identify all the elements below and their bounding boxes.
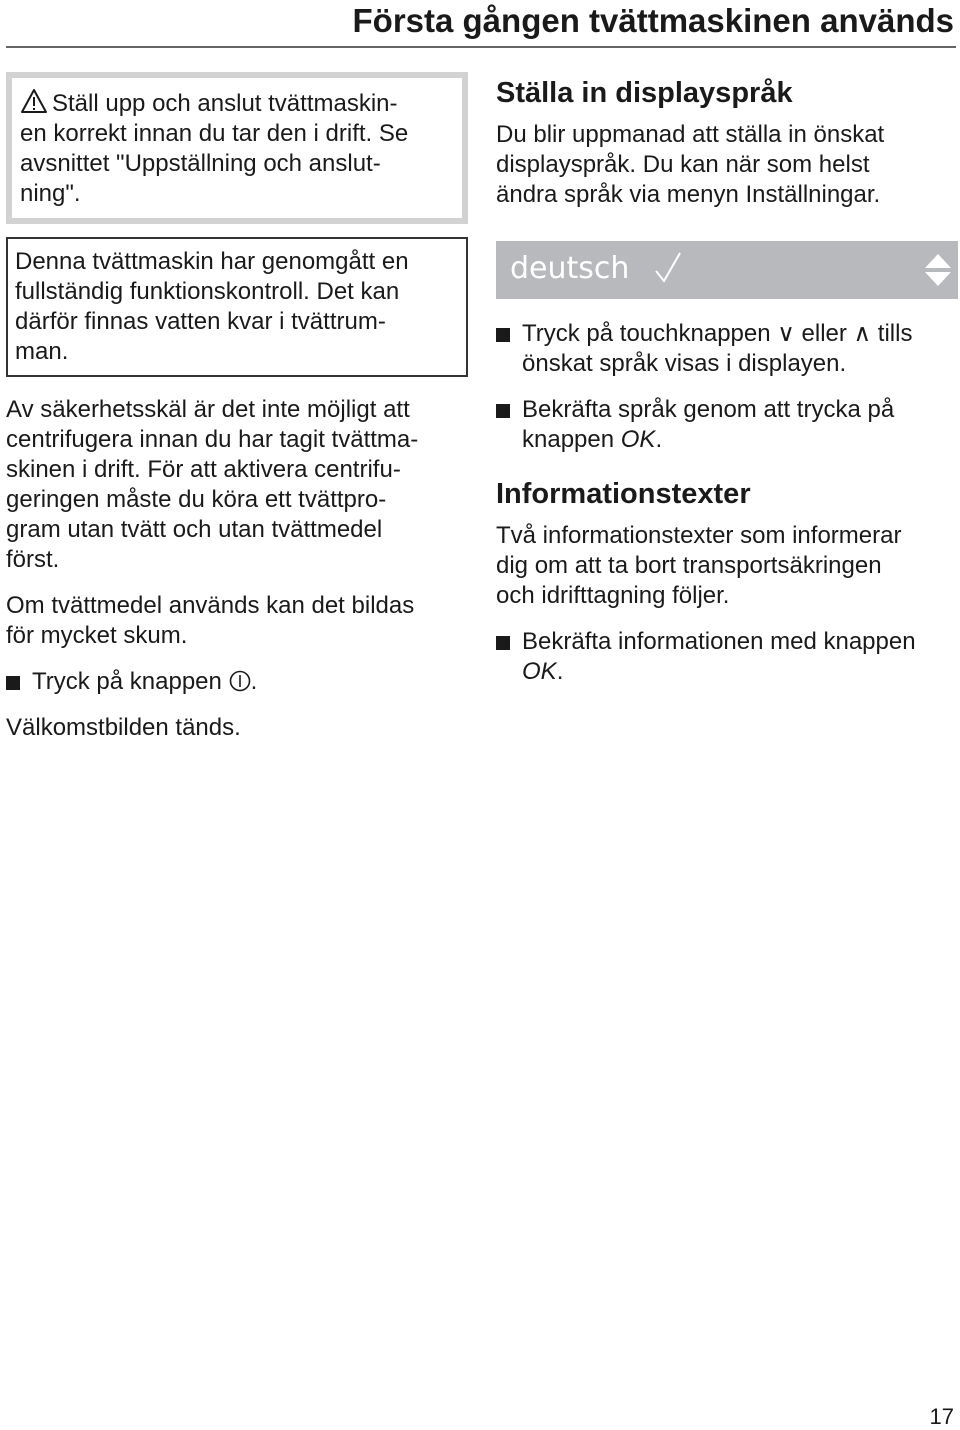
- instruction-bullet: [496, 319, 958, 379]
- section-heading: Informationstexter: [496, 478, 751, 510]
- text-line: Av säkerhetsskäl är det inte möjligt att: [6, 396, 410, 423]
- right-column: [496, 76, 958, 687]
- ok-label: OK: [522, 658, 557, 685]
- info-line: därför finnas vatten kvar i tvättrum-: [15, 308, 386, 335]
- up-arrow-symbol: ∧: [853, 320, 872, 347]
- left-column: [6, 72, 468, 743]
- text-line: centrifugera innan du har tagit tvättma-: [6, 426, 419, 453]
- language-instructions: [496, 319, 958, 455]
- foam-paragraph: [6, 591, 468, 651]
- text-line: geringen måste du köra ett tvättpro-: [6, 486, 387, 513]
- info-line: Denna tvättmaskin har genomgått en: [15, 248, 409, 275]
- down-arrow-symbol: ∨: [777, 320, 795, 347]
- header-divider: [6, 46, 956, 48]
- up-down-arrows-icon: [924, 253, 952, 287]
- text-line: displayspråk. Du kan när som helst: [496, 151, 870, 178]
- text-line: för mycket skum.: [6, 622, 188, 649]
- bullet-line: knappen OK.: [522, 426, 663, 453]
- text-line: Om tvättmedel används kan det bildas: [6, 592, 415, 619]
- checkmark-icon: [654, 251, 682, 285]
- instruction-bullet: [496, 395, 958, 455]
- text-line: och idrifttagning följer.: [496, 582, 730, 609]
- bullet-text: Tryck på knappen: [32, 668, 222, 695]
- info-texts-paragraph: [496, 521, 958, 611]
- display-language-text: deutsch: [510, 251, 630, 286]
- warning-line: en korrekt innan du tar den i drift. Se: [20, 120, 409, 147]
- bullet-square: [6, 676, 20, 690]
- bullet-square: [496, 636, 510, 650]
- bullet-line: Bekräfta informationen med knappen: [522, 628, 916, 655]
- safety-paragraph: [6, 395, 468, 575]
- page-title: Första gången tvättmaskinen används: [352, 2, 954, 39]
- text-line: dig om att ta bort transportsäkringen: [496, 552, 882, 579]
- text-line: gram utan tvätt och utan tvättmedel: [6, 516, 383, 543]
- instruction-bullet: [6, 667, 468, 697]
- page-number: 17: [929, 1404, 954, 1429]
- power-button-icon: [229, 670, 251, 692]
- bullet-line: Bekräfta språk genom att trycka på: [522, 396, 895, 423]
- bullet-square: [496, 404, 510, 418]
- bullet-line: OK.: [522, 658, 564, 685]
- info-line: man.: [15, 338, 69, 365]
- warning-line: avsnittet "Uppställning och anslut-: [20, 150, 381, 177]
- warning-content: [12, 78, 462, 218]
- bullet-square: [496, 328, 510, 342]
- info-line: fullständig funktionskontroll. Det kan: [15, 278, 400, 305]
- instruction-bullet: [496, 627, 958, 687]
- warning-line: ning".: [20, 180, 81, 207]
- bullet-line: Tryck på touchknappen ∨ eller ∧ tills: [522, 320, 913, 347]
- warning-triangle-icon: [20, 88, 48, 114]
- text-line: ändra språk via menyn Inställningar.: [496, 181, 881, 208]
- warning-line: Ställ upp och anslut tvättmaskin-: [20, 88, 452, 119]
- bullet-end: .: [250, 668, 258, 695]
- text-line: skinen i drift. För att aktivera centrifu-: [6, 456, 401, 483]
- info-box: [6, 237, 468, 377]
- bullet-line: önskat språk visas i displayen.: [522, 350, 847, 377]
- section-heading: Ställa in displayspråk: [496, 77, 793, 109]
- text-line: Två informationstexter som informerar: [496, 522, 902, 549]
- language-paragraph: [496, 120, 958, 210]
- ok-label: OK: [620, 426, 656, 453]
- text-line: först.: [6, 546, 60, 573]
- warning-box: [6, 72, 468, 224]
- welcome-text: Välkomstbilden tänds.: [6, 714, 241, 741]
- display-panel: [496, 241, 958, 299]
- text-line: Du blir uppmanad att ställa in önskat: [496, 121, 885, 148]
